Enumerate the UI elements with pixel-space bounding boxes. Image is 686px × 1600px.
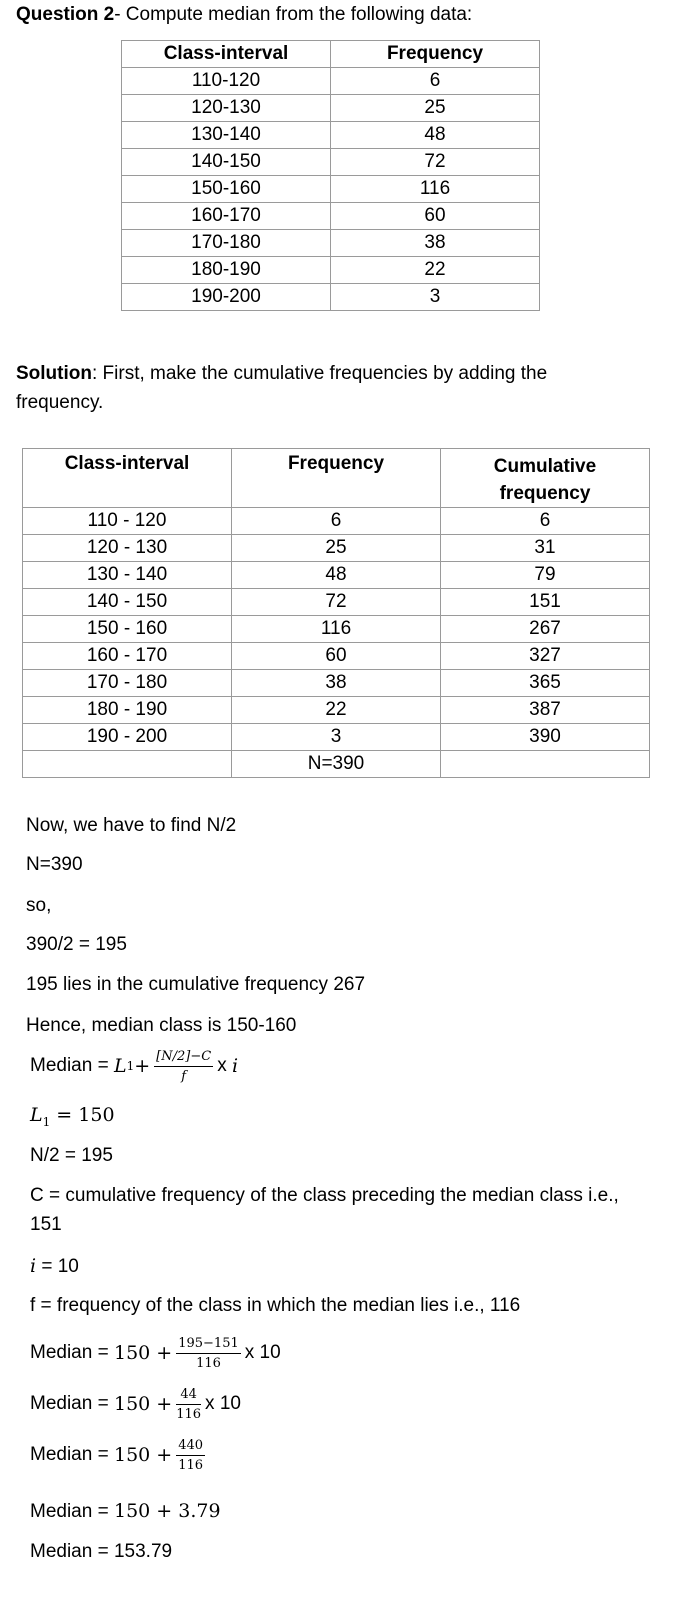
step-c-line1: C = cumulative frequency of the class preceding the median class i.e.,: [30, 1185, 619, 1206]
cell-empty: [23, 751, 232, 778]
question-label: Question 2: [16, 4, 115, 25]
cell-cumulative-frequency: 365: [441, 670, 650, 697]
step2-prefix: Median =: [30, 1393, 109, 1414]
cell-frequency: 22: [232, 697, 441, 724]
table-row: [122, 230, 540, 257]
step3-base: 150 +: [113, 1444, 173, 1466]
table-row: [23, 670, 650, 697]
cell-total-n: N=390: [232, 751, 441, 778]
cell-empty: [441, 751, 650, 778]
cell-frequency: 72: [232, 589, 441, 616]
table-row: [23, 643, 650, 670]
table-row: [122, 176, 540, 203]
median-formula: [30, 1044, 238, 1088]
l1-value: [30, 1104, 115, 1129]
cell-class-interval: 150 - 160: [23, 616, 232, 643]
cell-class-interval: 140 - 150: [23, 589, 232, 616]
step3-denominator: 116: [178, 1457, 204, 1473]
table-row: [23, 724, 650, 751]
step3-prefix: Median =: [30, 1444, 109, 1465]
frequency-table-body: [122, 68, 540, 311]
step1-fraction: [176, 1336, 241, 1371]
step-so: so,: [26, 895, 52, 916]
formula-plus: +: [134, 1055, 151, 1077]
cell-class-interval: 110 - 120: [23, 508, 232, 535]
solution-text: : First, make the cumulative frequencies by adding the: [91, 363, 548, 384]
table-row: [23, 508, 650, 535]
question-heading: [16, 4, 472, 26]
step2-numerator: 44: [176, 1387, 201, 1405]
cell-class-interval: 140-150: [122, 149, 331, 176]
cell-class-interval: 180-190: [122, 257, 331, 284]
cell-frequency: 48: [232, 562, 441, 589]
cumulative-table: [22, 448, 650, 778]
cell-class-interval: 130 - 140: [23, 562, 232, 589]
cell-cumulative-frequency: 31: [441, 535, 650, 562]
table-row: [122, 122, 540, 149]
l1-equals: = 150: [50, 1104, 115, 1126]
cumulative-table-body: [23, 508, 650, 778]
median-step-1: [30, 1330, 281, 1376]
question-text: - Compute median from the following data:: [114, 4, 473, 25]
step-f: f = frequency of the class in which the median lies i.e., 116: [30, 1295, 521, 1316]
median-step-4: [30, 1500, 221, 1523]
cell-cumulative-frequency: 387: [441, 697, 650, 724]
cell-frequency: 60: [331, 203, 540, 230]
cell-frequency: 60: [232, 643, 441, 670]
cell-frequency: 116: [232, 616, 441, 643]
formula-denominator: f: [154, 1066, 213, 1084]
table-row: [122, 95, 540, 122]
cell-frequency: 25: [232, 535, 441, 562]
cell-class-interval: 160-170: [122, 203, 331, 230]
step-n: N=390: [26, 854, 83, 875]
formula-l1-sub: 1: [126, 1059, 135, 1073]
cell-class-interval: 160 - 170: [23, 643, 232, 670]
table-row: [122, 284, 540, 311]
formula-prefix: Median =: [30, 1055, 109, 1076]
cell-frequency: 3: [232, 724, 441, 751]
median-step-3: [30, 1432, 209, 1478]
cell-frequency: 6: [331, 68, 540, 95]
i-value: = 10: [36, 1256, 79, 1277]
step2-denominator: 116: [176, 1406, 202, 1422]
cell-class-interval: 120 - 130: [23, 535, 232, 562]
header-frequency: Frequency: [232, 449, 441, 508]
cell-frequency: 38: [331, 230, 540, 257]
cell-class-interval: 110-120: [122, 68, 331, 95]
step2-base: 150 +: [113, 1393, 173, 1415]
step1-prefix: Median =: [30, 1342, 109, 1363]
solution-label: Solution: [16, 363, 92, 384]
table-row: [23, 697, 650, 724]
cell-frequency: 48: [331, 122, 540, 149]
step3-fraction: [176, 1438, 205, 1473]
step-median-class: Hence, median class is 150-160: [26, 1015, 297, 1036]
formula-numerator: [N/2]−C: [156, 1048, 212, 1064]
cell-frequency: 25: [331, 95, 540, 122]
formula-fraction: [154, 1049, 213, 1084]
cell-class-interval: 150-160: [122, 176, 331, 203]
solution-line-2: frequency.: [16, 392, 104, 413]
header-class-interval: Class-interval: [23, 449, 232, 508]
cell-frequency: 22: [331, 257, 540, 284]
cell-frequency: 38: [232, 670, 441, 697]
step-find: Now, we have to find N/2: [26, 815, 237, 836]
frequency-table: [121, 40, 540, 311]
i-var: i: [30, 1255, 37, 1277]
cell-class-interval: 130-140: [122, 122, 331, 149]
median-result: Median = 153.79: [30, 1541, 173, 1562]
cell-cumulative-frequency: 327: [441, 643, 650, 670]
solution-line-1: [16, 363, 547, 385]
cell-cumulative-frequency: 151: [441, 589, 650, 616]
step-n2: N/2 = 195: [30, 1145, 113, 1166]
cell-class-interval: 120-130: [122, 95, 331, 122]
step-c-line2: 151: [30, 1214, 62, 1235]
step4-value: 150 + 3.79: [113, 1500, 221, 1522]
step1-numerator: 195−151: [176, 1336, 241, 1354]
cell-class-interval: 170-180: [122, 230, 331, 257]
table-row: [23, 562, 650, 589]
step3-numerator: 440: [176, 1438, 205, 1456]
cell-class-interval: 190-200: [122, 284, 331, 311]
table-row: [23, 616, 650, 643]
cell-cumulative-frequency: 267: [441, 616, 650, 643]
step2-tail: x 10: [205, 1393, 241, 1414]
header-cumulative-text: Cumulative frequency: [493, 456, 597, 504]
cell-cumulative-frequency: 79: [441, 562, 650, 589]
cell-frequency: 116: [331, 176, 540, 203]
cell-frequency: 72: [331, 149, 540, 176]
step2-fraction: [176, 1387, 201, 1422]
header-frequency: Frequency: [331, 41, 540, 68]
cell-frequency: 3: [331, 284, 540, 311]
step1-denominator: 116: [196, 1355, 221, 1371]
table-total-row: [23, 751, 650, 778]
cell-class-interval: 180 - 190: [23, 697, 232, 724]
table-row: [23, 535, 650, 562]
table-row: [122, 68, 540, 95]
formula-i: i: [231, 1055, 239, 1077]
l1-sub: 1: [42, 1114, 51, 1129]
cell-class-interval: 170 - 180: [23, 670, 232, 697]
table-row: [122, 257, 540, 284]
formula-times: x: [217, 1055, 227, 1076]
step-lies: 195 lies in the cumulative frequency 267: [26, 974, 366, 995]
step1-base: 150 +: [113, 1342, 173, 1364]
cell-cumulative-frequency: 6: [441, 508, 650, 535]
table-row: [23, 589, 650, 616]
step-i: [30, 1255, 79, 1278]
step-half: 390/2 = 195: [26, 934, 127, 955]
table-row: [122, 149, 540, 176]
cell-class-interval: 190 - 200: [23, 724, 232, 751]
cell-frequency: 6: [232, 508, 441, 535]
cell-cumulative-frequency: 390: [441, 724, 650, 751]
step4-prefix: Median =: [30, 1501, 114, 1522]
step1-tail: x 10: [244, 1342, 281, 1363]
l1-var: L: [30, 1104, 43, 1126]
header-class-interval: Class-interval: [122, 41, 331, 68]
formula-l1: L: [113, 1055, 127, 1077]
table-row: [122, 203, 540, 230]
median-step-2: [30, 1381, 241, 1427]
header-cumulative-frequency: [441, 449, 650, 508]
